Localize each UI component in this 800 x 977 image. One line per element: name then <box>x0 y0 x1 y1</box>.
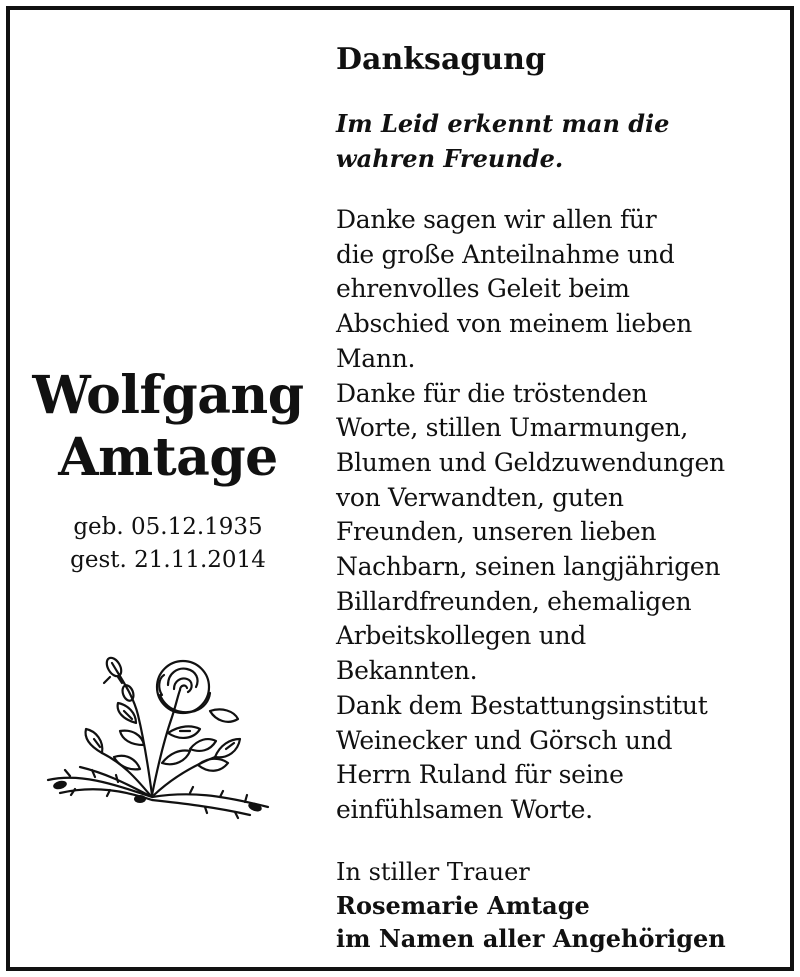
body-line: von Verwandten, guten <box>336 482 624 512</box>
notice-heading: Danksagung <box>336 42 546 77</box>
thank-you-column <box>336 40 796 955</box>
deceased-last-name: Amtage <box>58 427 278 488</box>
rose-icon <box>40 645 275 820</box>
body-line: die große Anteilnahme und <box>336 239 675 269</box>
signature-name: Rosemarie Amtage <box>336 890 590 920</box>
body-line: Herrn Ruland für seine <box>336 760 624 790</box>
motto-line: Im Leid erkennt man die <box>336 109 670 138</box>
body-line: einfühlsamen Worte. <box>336 794 593 824</box>
body-line: Dank dem Bestattungsinstitut <box>336 690 708 720</box>
body-line: Bekannten. <box>336 656 478 686</box>
thank-you-text <box>336 203 796 828</box>
body-line: Billardfreunden, ehemaligen <box>336 586 692 616</box>
deceased-block <box>20 365 316 577</box>
body-line: Blumen und Geldzuwendungen <box>336 447 725 477</box>
birth-date: geb. 05.12.1935 <box>73 514 263 540</box>
body-line: Mann. <box>336 343 416 373</box>
life-dates <box>20 511 316 577</box>
body-line: Freunden, unseren lieben <box>336 517 657 547</box>
motto <box>336 106 796 176</box>
body-line: Nachbarn, seinen langjährigen <box>336 552 721 582</box>
signature-intro: In stiller Trauer <box>336 857 530 886</box>
signature-family: im Namen aller Angehörigen <box>336 923 726 953</box>
signature-block <box>336 856 796 955</box>
body-line: Abschied von meinem lieben <box>336 309 692 339</box>
body-line: Arbeitskollegen und <box>336 621 587 651</box>
body-line: ehrenvolles Geleit beim <box>336 274 630 304</box>
body-line: Danke für die tröstenden <box>336 378 648 408</box>
motto-line: wahren Freunde. <box>336 144 564 173</box>
deceased-first-name: Wolfgang <box>32 365 304 426</box>
body-line: Weinecker und Görsch und <box>336 725 673 755</box>
body-line: Danke sagen wir allen für <box>336 205 657 234</box>
body-line: Worte, stillen Umarmungen, <box>336 413 689 443</box>
notice-frame <box>6 6 794 971</box>
death-date: gest. 21.11.2014 <box>70 547 266 573</box>
